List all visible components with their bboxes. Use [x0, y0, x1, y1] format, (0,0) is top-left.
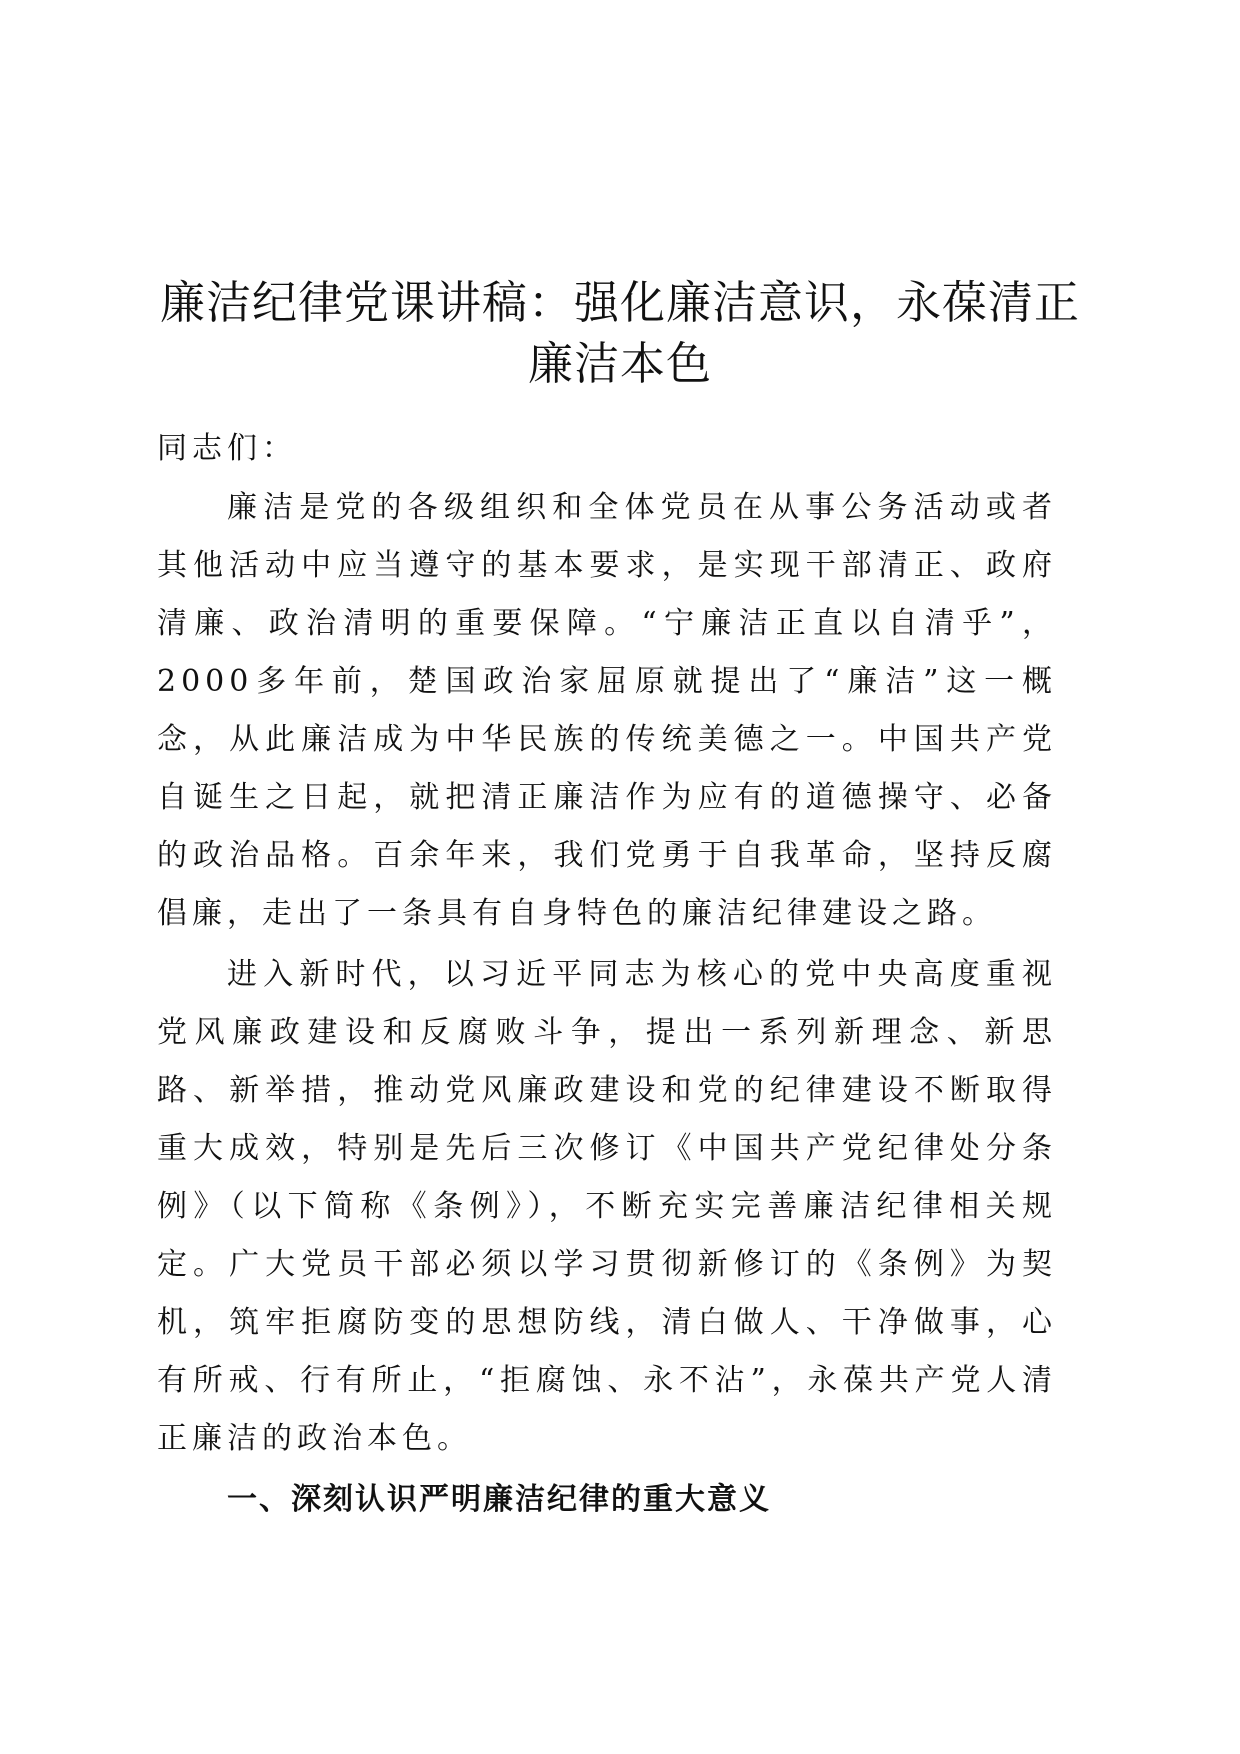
title-line-1: 廉洁纪律党课讲稿：强化廉洁意识，永葆清正 — [159, 276, 1080, 329]
title-line-2: 廉洁本色 — [527, 337, 712, 390]
document-body — [157, 420, 1057, 1529]
paragraph-2: 进入新时代，以习近平同志为核心的党中央高度重视党风廉政建设和反腐败斗争，提出一系列新理念、新思路、新举措，推动党风廉政建设和党的纪律建设不断取得重大成效，特别是先后三次修订《中国共产党纪律处分条例》（以下简称《条例》），不断充实完善廉洁纪律相关规定。广大党员干部必须以学习贯彻新修订的《条例》为契机，筑牢拒腐防变的思想防线，清白做人、干净做事，心有所戒、行有所止，“拒腐蚀、永不沾”，永葆共产党人清正廉洁的政治本色。 — [157, 957, 1057, 1456]
salutation: 同志们： — [157, 431, 297, 466]
section-heading: 一、深刻认识严明廉洁纪律的重大意义 — [227, 1482, 771, 1517]
paragraph-1: 廉洁是党的各级组织和全体党员在从事公务活动或者其他活动中应当遵守的基本要求，是实现干部清正、政府清廉、政治清明的重要保障。“宁廉洁正直以自清乎”，2000多年前，楚国政治家屈原就提出了“廉洁”这一概念，从此廉洁成为中华民族的传统美德之一。中国共产党自诞生之日起，就把清正廉洁作为应有的道德操守、必备的政治品格。百余年来，我们党勇于自我革命，坚持反腐倡廉，走出了一条具有自身特色的廉洁纪律建设之路。 — [157, 490, 1057, 931]
document-title — [140, 272, 1100, 394]
